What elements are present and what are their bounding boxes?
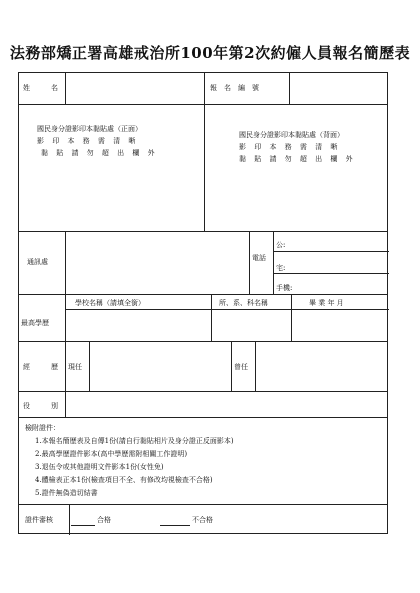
divider — [204, 104, 205, 231]
divider — [19, 104, 387, 105]
divider — [65, 73, 66, 104]
attachment-item: 2.最高學歷證件影本(高中學歷需附相關工作證明) — [35, 450, 188, 458]
divider — [289, 73, 290, 104]
attachment-item: 3.退伍令或其他證明文件影本1份(女性免) — [35, 463, 164, 471]
education-label: 最高學歷 — [21, 319, 49, 327]
divider — [255, 341, 256, 391]
registration-number-label: 報名編號 — [210, 84, 266, 92]
id-front-instruction: 黏 貼 請 勿 超 出 欄 外 — [41, 149, 158, 157]
attachment-item: 5.證件無偽造切結書 — [35, 489, 98, 497]
education-col-school: 學校名稱（請填全銜） — [75, 299, 145, 307]
attachment-item: 1.本報名簡歷表及自傳1份(請自行黏貼相片及身分證正反面影本) — [35, 437, 234, 445]
application-form — [18, 72, 388, 534]
divider — [65, 341, 66, 391]
id-front-instruction: 國民身分證影印本黏貼處（正面） — [37, 125, 142, 133]
divider — [19, 231, 387, 232]
phone-home-label: 宅: — [276, 264, 286, 272]
divider — [65, 231, 66, 294]
attachments-heading: 檢附證件： — [25, 424, 60, 432]
pass-checkbox-line[interactable] — [71, 525, 95, 526]
divider — [65, 309, 389, 310]
phone-office-label: 公: — [276, 241, 286, 249]
review-pass-label: 合格 — [97, 516, 111, 524]
id-back-instruction: 黏 貼 請 勿 超 出 欄 外 — [239, 155, 356, 163]
divider — [19, 341, 387, 342]
divider — [69, 504, 70, 535]
review-label: 證件審核 — [25, 516, 53, 524]
military-service-label: 役 別 — [23, 402, 65, 410]
divider — [19, 417, 387, 418]
divider — [249, 231, 250, 294]
divider — [65, 391, 66, 417]
page-title: 法務部矯正署高雄戒治所100年第2次約僱人員報名簡歷表 — [9, 44, 411, 62]
divider — [211, 294, 212, 341]
divider — [89, 341, 90, 391]
id-back-instruction: 影 印 本 務 需 清 晰 — [239, 143, 341, 151]
divider — [273, 231, 274, 294]
current-position-label: 現任 — [68, 363, 82, 371]
name-label: 姓 名 — [23, 84, 65, 92]
divider — [19, 391, 387, 392]
id-back-instruction: 國民身分證影印本黏貼處（背面） — [239, 131, 344, 139]
divider — [204, 73, 205, 104]
phone-mobile-label: 手機: — [276, 284, 293, 292]
education-col-graduation: 畢 業 年 月 — [309, 299, 344, 307]
divider — [231, 341, 232, 391]
divider — [291, 294, 292, 341]
id-front-instruction: 影 印 本 務 需 清 晰 — [37, 137, 139, 145]
divider — [19, 504, 387, 505]
fail-checkbox-line[interactable] — [160, 525, 190, 526]
divider — [273, 251, 389, 252]
divider — [19, 294, 387, 295]
address-label: 通訊處 — [27, 258, 48, 266]
phone-label: 電話 — [252, 254, 266, 262]
review-fail-label: 不合格 — [192, 516, 213, 524]
experience-label: 經 歷 — [23, 363, 65, 371]
attachment-item: 4.體檢表正本1份(檢查項目不全、有修改均視檢查不合格) — [35, 476, 213, 484]
divider — [273, 273, 389, 274]
past-position-label: 曾任 — [234, 363, 248, 371]
divider — [65, 294, 66, 341]
education-col-department: 所、系、科名稱 — [219, 299, 268, 307]
